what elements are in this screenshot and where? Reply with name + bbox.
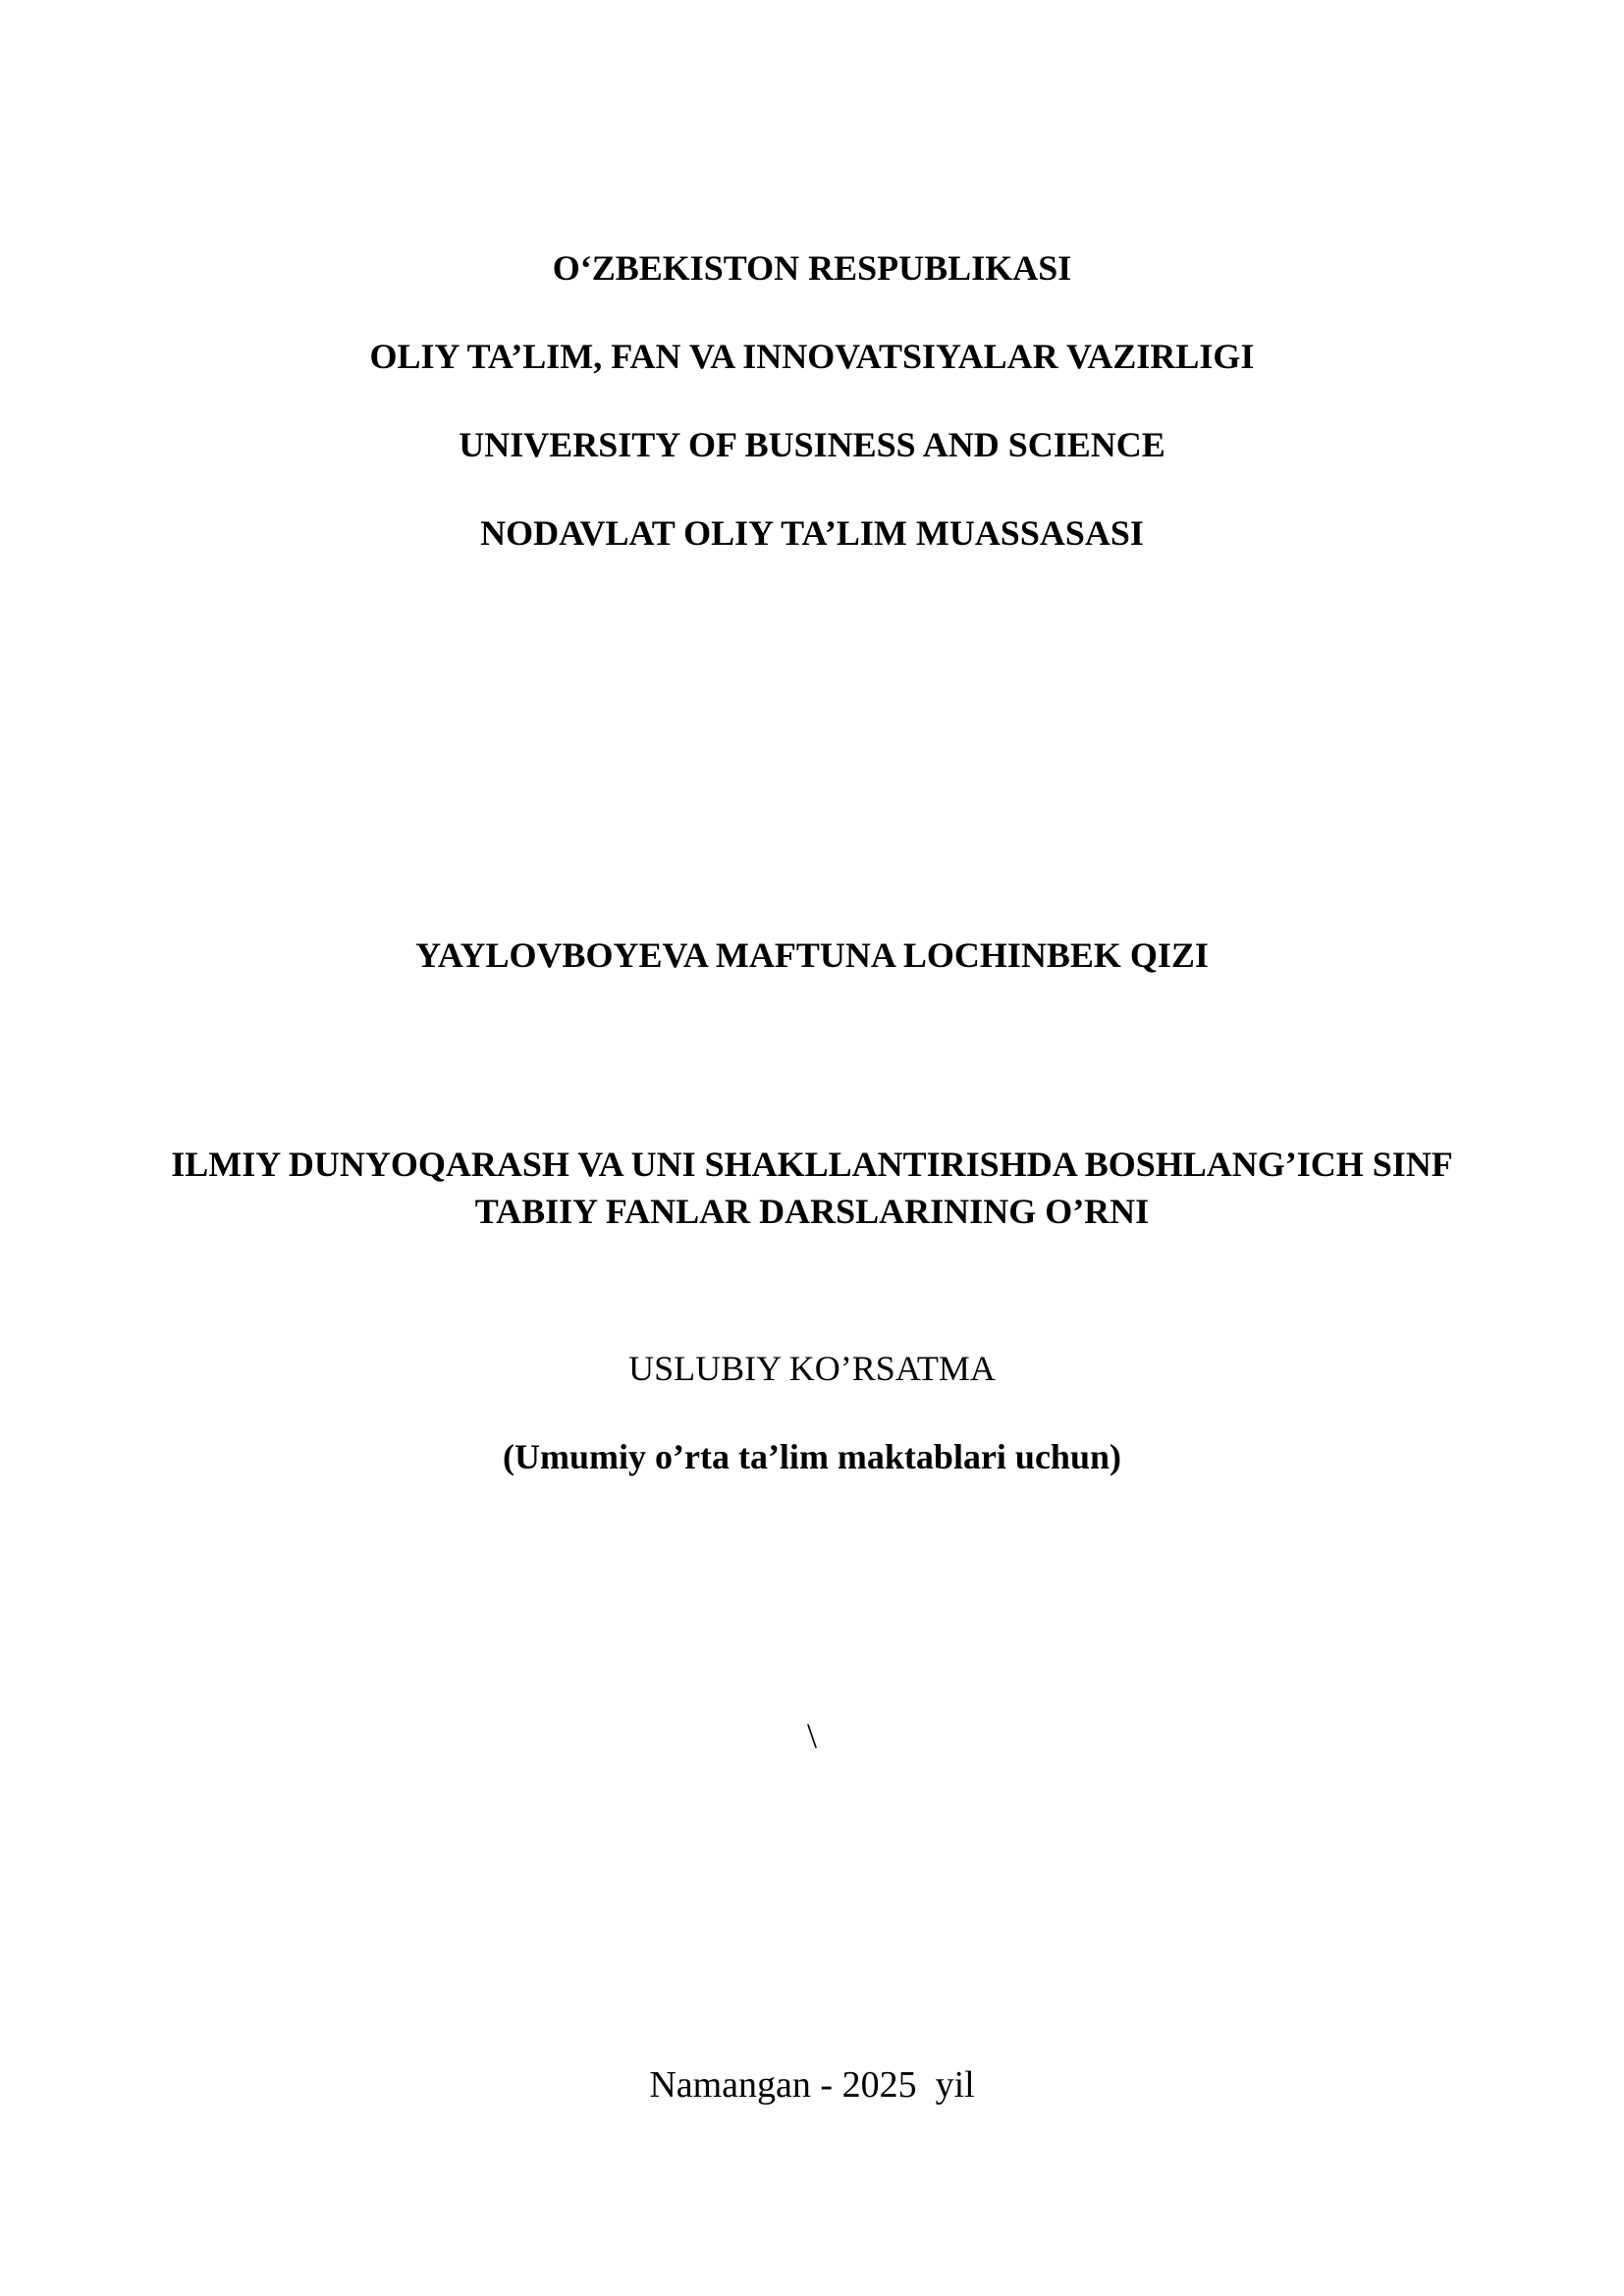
institution-type: NODAVLAT OLIY TA’LIM MUASSASASI <box>480 513 1144 553</box>
document-title-line-2: TABIIY FANLAR DARSLARINING O’RNI <box>474 1192 1150 1231</box>
university-name: UNIVERSITY OF BUSINESS AND SCIENCE <box>459 425 1165 464</box>
stray-mark: \ <box>806 1716 817 1755</box>
document-title-line-1: ILMIY DUNYOQARASH VA UNI SHAKLLANTIRISHDA BOSHLANG’ICH SINF <box>171 1145 1453 1184</box>
author-name: YAYLOVBOYEVA MAFTUNA LOCHINBEK QIZI <box>415 935 1209 975</box>
ministry-name: OLIY TA’LIM, FAN VA INNOVATSIYALAR VAZIRLIGI <box>369 337 1255 376</box>
country-name: O‘ZBEKISTON RESPUBLIKASI <box>552 248 1072 288</box>
audience-note: (Umumiy o’rta ta’lim maktablari uchun) <box>503 1437 1121 1476</box>
document-type: USLUBIY KO’RSATMA <box>628 1349 996 1388</box>
city-year: Namangan - 2025 yil <box>649 2064 975 2106</box>
